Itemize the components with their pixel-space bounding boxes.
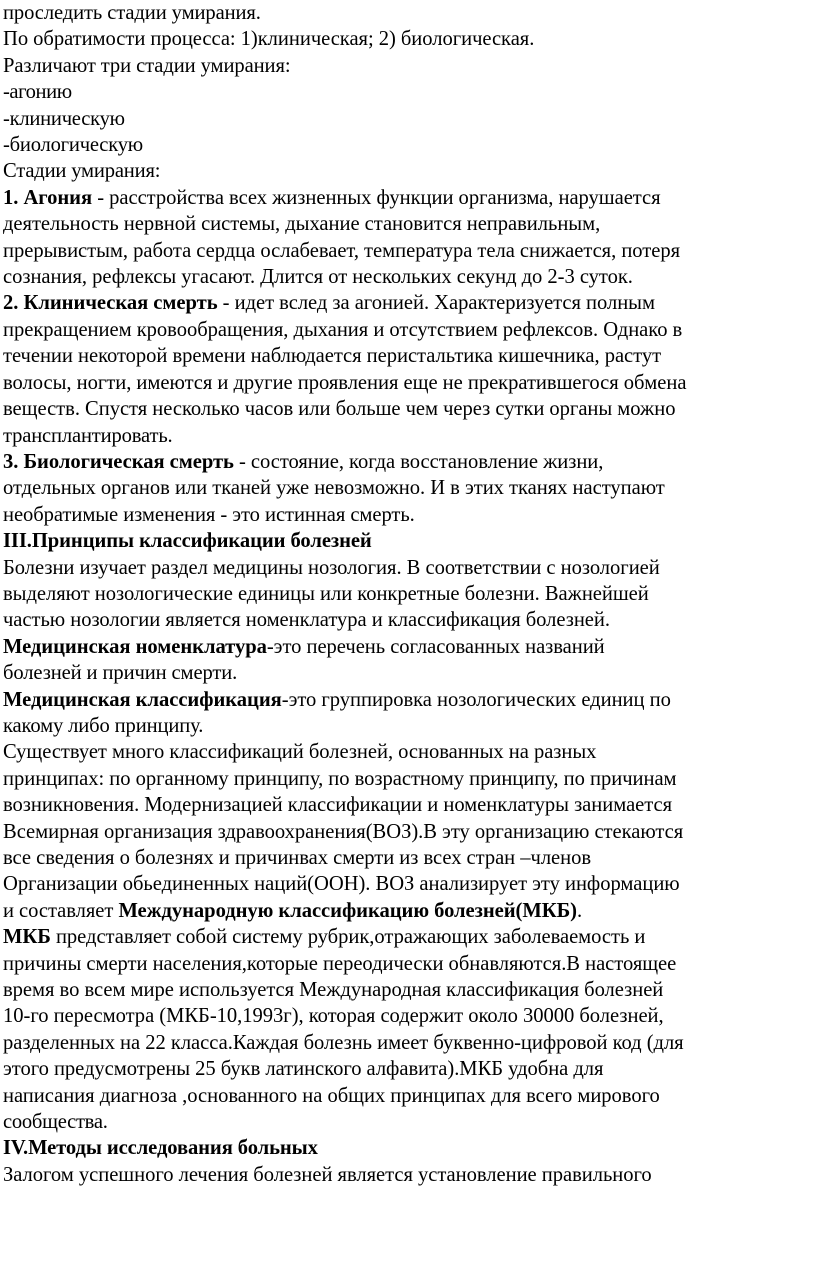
text-run: Залогом успешного лечения болезней является установление правильного	[3, 1163, 652, 1186]
text-line	[3, 819, 816, 845]
text-line	[3, 528, 816, 554]
text-run: -агонию	[3, 81, 72, 104]
text-run: течении некоторой времени наблюдается перистальтика кишечника, растут	[3, 345, 662, 368]
bold-text: IV.Методы исследования больных	[3, 1137, 318, 1160]
text-line	[3, 79, 816, 105]
text-run: 10-го пересмотра (МКБ-10,1993г), которая содержит около 30000 болезней,	[3, 1005, 664, 1028]
text-line	[3, 449, 816, 475]
text-run: необратимые изменения - это истинная смерть.	[3, 503, 415, 526]
text-line	[3, 977, 816, 1003]
text-line	[3, 290, 816, 316]
text-run: проследить стадии умирания.	[3, 2, 261, 24]
text-line	[3, 1056, 816, 1082]
text-run: - расстройства всех жизненных функции организма, нарушается	[92, 186, 661, 209]
text-line	[3, 211, 816, 237]
text-run: принципах: по органному принципу, по возрастному принципу, по причинам	[3, 767, 677, 790]
text-line	[3, 396, 816, 422]
text-run: выделяют нозологические единицы или конкретные болезни. Важнейшей	[3, 582, 649, 605]
text-run: сообщества.	[3, 1111, 108, 1134]
bold-text: Медицинская классификация	[3, 688, 282, 711]
text-run: причины смерти населения,которые переодически обнавляются.В настоящее	[3, 952, 677, 975]
text-line	[3, 739, 816, 765]
text-line	[3, 343, 816, 369]
text-line	[3, 1003, 816, 1029]
text-run: прекращением кровообращения, дыхания и отсутствием рефлексов. Однако в	[3, 318, 683, 341]
text-run: Организации обьединенных наций(ООН). ВОЗ анализирует эту информацию	[3, 873, 680, 896]
text-run: какому либо принципу.	[3, 714, 204, 737]
text-line	[3, 502, 816, 528]
text-line	[3, 185, 816, 211]
text-run: отдельных органов или тканей уже невозможно. И в этих тканях наступают	[3, 477, 665, 500]
text-line	[3, 317, 816, 343]
bold-text: Медицинская номенклатура	[3, 635, 267, 658]
text-run: -клиническую	[3, 107, 125, 130]
text-run: сознания, рефлексы угасают. Длится от нескольких секунд до 2-3 суток.	[3, 266, 633, 289]
text-run: -это перечень согласованных названий	[266, 635, 605, 658]
text-run: возникновения. Модернизацией классификации и номенклатуры занимается	[3, 794, 672, 817]
text-line	[3, 1162, 816, 1188]
text-line	[3, 1030, 816, 1056]
text-run: Болезни изучает раздел медицины нозология. В соответствии с нозологией	[3, 556, 660, 579]
text-run: частью нозологии является номенклатура и классификация болезней.	[3, 609, 610, 632]
text-line	[3, 555, 816, 581]
text-run: и составляет	[3, 899, 119, 922]
text-line	[3, 370, 816, 396]
text-line	[3, 238, 816, 264]
text-line	[3, 766, 816, 792]
bold-text: 1. Агония	[3, 186, 93, 209]
text-line	[3, 264, 816, 290]
text-line	[3, 607, 816, 633]
text-run: -это группировка нозологических единиц по	[281, 688, 671, 711]
text-run: представляет собой систему рубрик,отражающих заболеваемость и	[50, 926, 646, 949]
text-line	[3, 106, 816, 132]
bold-text: МКБ	[3, 926, 51, 949]
text-line	[3, 1083, 816, 1109]
text-line	[3, 898, 816, 924]
text-line	[3, 1135, 816, 1161]
text-run: прерывистым, работа сердца ослабевает, температура тела снижается, потеря	[3, 239, 681, 262]
text-run: По обратимости процесса: 1)клиническая; 2) биологическая.	[3, 28, 535, 51]
text-line	[3, 845, 816, 871]
text-run: Всемирная организация здравоохранения(ВОЗ).В эту организацию стекаются	[3, 820, 684, 843]
text-run: -биологическую	[3, 134, 143, 157]
text-line	[3, 581, 816, 607]
text-run: - состояние, когда восстановление жизни,	[233, 450, 604, 473]
text-run: волосы, ногти, имеются и другие проявления еще не прекратившегося обмена	[3, 371, 687, 394]
text-run: написания диагноза ,основанного на общих принципах для всего мирового	[3, 1084, 660, 1107]
text-run: Стадии умирания:	[3, 160, 161, 183]
text-line	[3, 951, 816, 977]
text-run: болезней и причин смерти.	[3, 662, 238, 685]
text-line	[3, 634, 816, 660]
text-line	[3, 660, 816, 686]
text-run: Различают три стадии умирания:	[3, 54, 291, 77]
text-run: Существует много классификаций болезней, основанных на разных	[3, 741, 597, 764]
text-run: все сведения о болезнях и причинвах смерти из всех стран –членов	[3, 847, 592, 869]
text-run: веществ. Спустя несколько часов или больше чем через сутки органы можно	[3, 398, 676, 421]
text-run: - идет вслед за агонией. Характеризуется полным	[217, 292, 655, 315]
text-line	[3, 158, 816, 184]
text-run: деятельность нервной системы, дыхание становится неправильным,	[3, 213, 601, 236]
text-run: .	[576, 899, 583, 922]
text-line	[3, 871, 816, 897]
text-line	[3, 132, 816, 158]
text-run: разделенных на 22 класса.Каждая болезнь имеет буквенно-цифровой код (для	[3, 1031, 684, 1054]
bold-text: 2. Клиническая смерть	[3, 292, 218, 315]
bold-text: Международную классификацию болезней(МКБ)	[118, 899, 577, 922]
bold-text: 3. Биологическая смерть	[3, 450, 234, 473]
bold-text: III.Принципы классификации болезней	[3, 530, 372, 553]
document-text	[3, 0, 816, 1188]
text-line	[3, 792, 816, 818]
text-line	[3, 475, 816, 501]
text-run: этого предусмотрены 25 букв латинского алфавита).МКБ удобна для	[3, 1058, 604, 1081]
text-line	[3, 924, 816, 950]
text-line	[3, 0, 816, 26]
text-line	[3, 423, 816, 449]
text-line	[3, 26, 816, 52]
text-line	[3, 53, 816, 79]
text-run: трансплантировать.	[3, 424, 173, 447]
text-line	[3, 1109, 816, 1135]
text-line	[3, 713, 816, 739]
text-run: время во всем мире используется Международная классификация болезней	[3, 979, 664, 1002]
text-line	[3, 687, 816, 713]
